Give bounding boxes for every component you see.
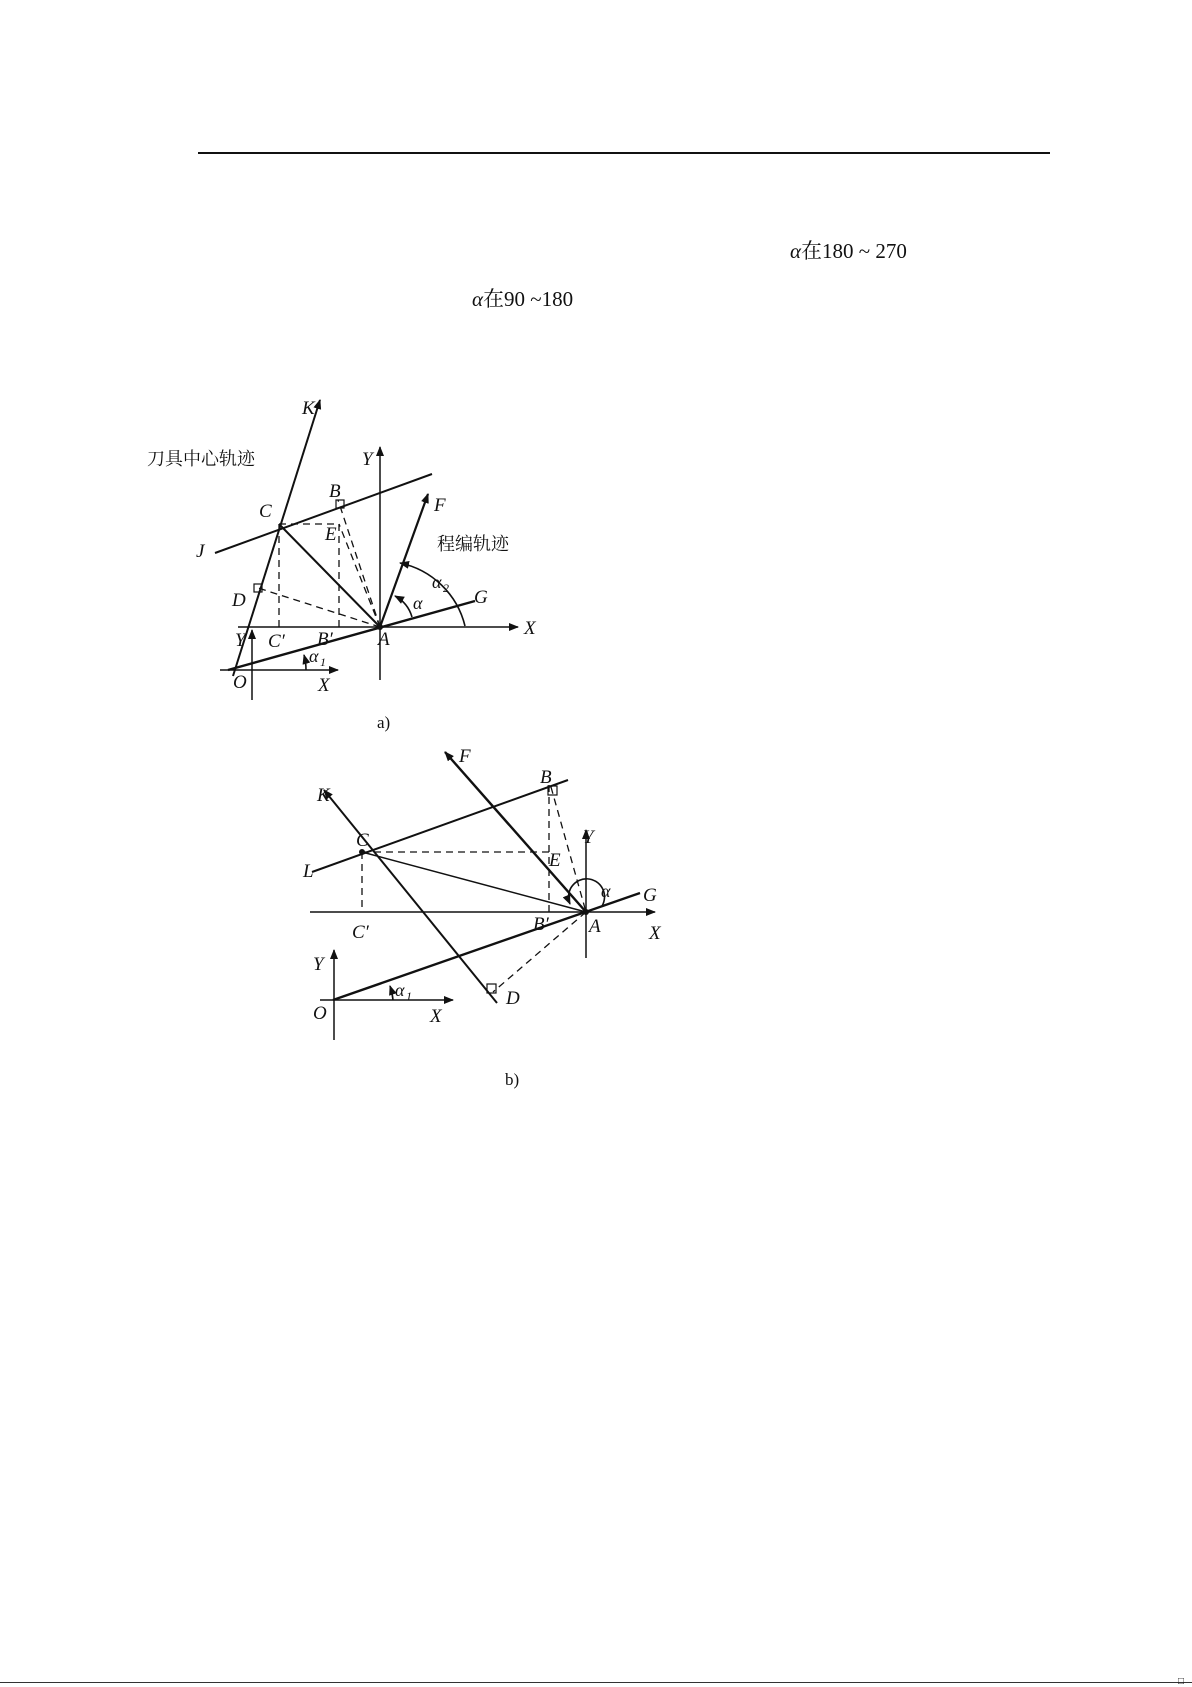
figure-b-caption: b) (505, 1070, 520, 1089)
label-e: E (549, 850, 561, 871)
label-f: F (459, 746, 471, 767)
label-c-prime: C′ (268, 631, 285, 652)
point-a (583, 909, 589, 915)
label-tool-center-path: 刀具中心轨迹 (147, 449, 255, 470)
label-program-path: 程编轨迹 (437, 534, 509, 555)
label-c-prime: C′ (352, 922, 369, 943)
label-f: F (434, 495, 446, 516)
label-c: C (356, 830, 369, 851)
label-c: C (259, 501, 272, 522)
label-a: A (589, 916, 601, 937)
label-d: D (232, 590, 246, 611)
label-alpha1: α (309, 646, 319, 666)
label-b-prime: B′ (317, 629, 333, 650)
label-e: E (325, 524, 337, 545)
label-alpha1-sub: 1 (406, 989, 412, 1003)
label-y: Y (583, 827, 594, 848)
label-g: G (643, 885, 657, 906)
label-alpha2-sub: 2 (443, 581, 449, 595)
label-k: K (302, 398, 315, 419)
label-o: O (233, 672, 247, 693)
label-b: B (540, 767, 552, 788)
label-alpha: α (601, 881, 611, 901)
text-fragment-alpha-90-180: α在90 ~180 (472, 287, 574, 311)
label-l: L (303, 861, 314, 882)
label-x-lower: X (430, 1006, 442, 1027)
figure-a-caption: a) (377, 713, 391, 732)
label-b: B (329, 481, 341, 502)
label-d: D (506, 988, 520, 1009)
k-line (324, 790, 497, 1003)
label-alpha1: α (395, 980, 405, 1000)
label-k: K (317, 785, 330, 806)
label-alpha: α (413, 593, 423, 613)
label-x-lower: X (318, 675, 330, 696)
label-y-lower: Y (235, 630, 246, 651)
f-direction (445, 752, 586, 912)
label-a: A (378, 629, 390, 650)
footer-rule (0, 1682, 1192, 1683)
angle-alpha1-arc (390, 986, 393, 1000)
label-x-upper: X (524, 618, 536, 639)
label-j: J (196, 541, 205, 562)
label-alpha2: α (432, 572, 442, 592)
label-o: O (313, 1003, 327, 1024)
label-g: G (474, 587, 488, 608)
label-y-upper: Y (362, 449, 373, 470)
l-line (312, 780, 568, 872)
label-b-prime: B′ (533, 914, 549, 935)
label-x: X (649, 923, 661, 944)
label-y-lower: Y (313, 954, 324, 975)
label-alpha1-sub: 1 (320, 655, 326, 669)
footer-corner-mark: □ (1177, 1676, 1184, 1687)
text-fragment-alpha-180-270: α在180 ~ 270 (790, 239, 907, 263)
